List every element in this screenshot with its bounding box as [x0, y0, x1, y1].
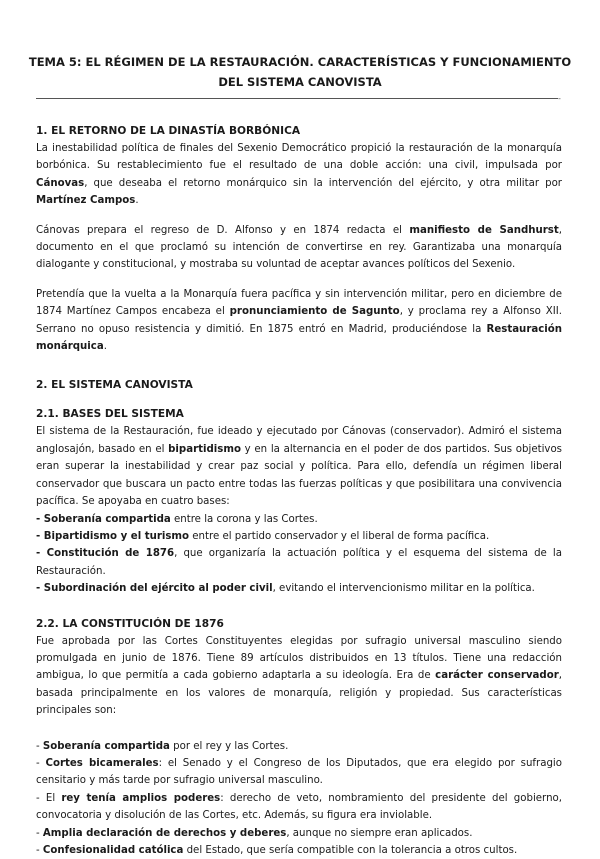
list-item: - Subordinación del ejército al poder civil, evitando el intervencionismo militar en la política.: [36, 583, 535, 595]
list-item: - Confesionalidad católica del Estado, que sería compatible con la tolerancia a otros cultos.: [36, 845, 518, 856]
divider-end-mark: -: [558, 94, 561, 103]
subsection-2-2-heading: 2.2. LA CONSTITUCIÓN DE 1876: [36, 617, 224, 630]
list-item: - Soberanía compartida entre la corona y las Cortes.: [36, 513, 318, 525]
list-item: - El rey tenía amplios poderes: derecho de veto, nombramiento del presidente del gobierno, convocatoria y disolución de las Cortes, etc. Además, su figura era inviolable.: [36, 792, 562, 822]
list-item: - Bipartidismo y el turismo entre el partido conservador y el liberal de forma pacífica.: [36, 530, 490, 542]
subsection-2-1-heading: 2.1. BASES DEL SISTEMA: [36, 408, 184, 421]
list-item: - Constitución de 1876, que organizaría la actuación política y el esquema del sistema de la Restauración.: [36, 548, 563, 577]
section-1-paragraph-3: Pretendía que la vuelta a la Monarquía fuera pacífica y sin intervención militar, pero en diciembre de 1874 Martínez Campos encabeza el pronunciamiento de Sagunto, y proclama rey a Alfonso XII. Serrano no opuso resistencia y dimitió. En 1875 entró en Madrid, produciéndose la Restauración monárquica.: [36, 288, 562, 353]
subsection-2-1-paragraph: El sistema de la Restauración, fue ideado y ejecutado por Cánovas (conservador). Admiró el sistema anglosajón, basado en el bipartidismo y en la alternancia en el poder de dos partidos. Sus objetivos eran superar la inestabilidad y crear paz social y política. Para ello, defendía un régimen liberal conservador que buscara un pacto entre todas las fuerzas políticas y que posibilitara una convivencia pacífica. Se apoyaba en cuatro bases:: [36, 426, 562, 508]
section-1-paragraph-2: Cánovas prepara el regreso de D. Alfonso y en 1874 redacta el manifiesto de Sandhurst, documento en el que proclamó su intención de convertirse en rey. Garantizaba una monarquía dialogante y constitucional, y mostraba su voluntad de aceptar avances políticos del Sexenio.: [36, 224, 562, 271]
document-body: [36, 123, 562, 859]
subsection-2-2-paragraph: Fue aprobada por las Cortes Constituyentes elegidas por sufragio universal masculino siendo promulgada en junio de 1876. Tiene 89 artículos distribuidos en 13 títulos. Tiene una redacción ambigua, lo que permitía a cada gobierno adaptarla a su ideología. Era de carácter conservador, basada principalmente en los valores de monarquía, religión y propiedad. Sus características principales son:: [36, 635, 562, 717]
list-item: - Amplia declaración de derechos y deberes, aunque no siempre eran aplicados.: [36, 827, 473, 839]
title-divider: [36, 98, 558, 99]
section-1-paragraph-1: La inestabilidad política de finales del Sexenio Democrático propició la restauración de la monarquía borbónica. Su restablecimiento fue el resultado de una doble acción: una civil, impulsada por Cánovas, que deseaba el retorno monárquico sin la intervención del ejército, y otra militar por Martínez Campos.: [36, 143, 562, 207]
page-title: TEMA 5: EL RÉGIMEN DE LA RESTAURACIÓN. CARACTERÍSTICAS Y FUNCIONAMIENTO DEL SISTEMA CANOVISTA: [28, 55, 572, 89]
list-item: - Soberanía compartida por el rey y las Cortes.: [36, 740, 289, 752]
section-1-heading: 1. EL RETORNO DE LA DINASTÍA BORBÓNICA: [36, 125, 301, 137]
list-item: - Cortes bicamerales: el Senado y el Congreso de los Diputados, que era elegido por sufragio censitario y más tarde por sufragio universal masculino.: [36, 757, 562, 787]
section-2-heading: 2. EL SISTEMA CANOVISTA: [36, 379, 193, 392]
